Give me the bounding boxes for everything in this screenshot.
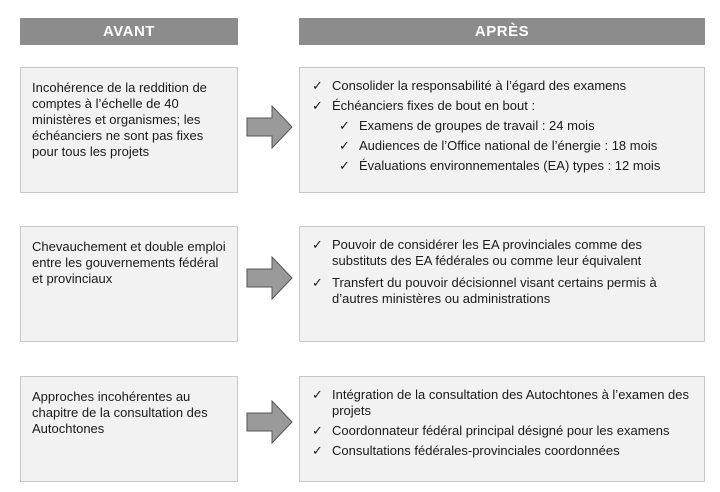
check-icon: ✓ [312, 275, 323, 290]
before-box-2 [20, 226, 238, 342]
list-item [312, 98, 696, 114]
right-arrow-icon [246, 399, 294, 445]
list-subitem [312, 138, 696, 154]
after-item-text: Consolider la responsabilité à l’égard des examens [332, 78, 627, 93]
after-item-text: Transfert du pouvoir décisionnel visant certains permis à d’autres ministères ou administrations [332, 275, 657, 306]
list-item [312, 387, 696, 419]
after-item-text: Pouvoir de considérer les EA provinciales comme des substituts des EA fédérales ou comme leur équivalent [332, 237, 642, 268]
list-item [312, 78, 696, 94]
after-subitem-text: Examens de groupes de travail : 24 mois [359, 118, 595, 133]
before-box-3 [20, 376, 238, 482]
after-item-text: Consultations fédérales-provinciales coordonnées [332, 443, 620, 458]
right-arrow-icon [246, 104, 294, 150]
list-item [312, 275, 696, 307]
after-item-text: Intégration de la consultation des Autochtones à l’examen des projets [332, 387, 690, 418]
check-icon: ✓ [312, 237, 323, 252]
list-subitem [312, 118, 696, 134]
after-subitem-text: Audiences de l’Office national de l’énergie : 18 mois [359, 138, 658, 153]
after-item-text: Coordonnateur fédéral principal désigné pour les examens [332, 423, 670, 438]
before-box-1 [20, 67, 238, 193]
check-icon: ✓ [312, 443, 323, 458]
after-box-1 [299, 67, 705, 193]
after-item-text: Échéanciers fixes de bout en bout : [332, 98, 536, 113]
header-avant: AVANT [20, 18, 238, 45]
list-subitem [312, 158, 696, 174]
after-box-2 [299, 226, 705, 342]
list-item [312, 237, 696, 269]
after-subitem-text: Évaluations environnementales (EA) types : 12 mois [359, 158, 661, 173]
list-item [312, 423, 696, 439]
before-text-3: Approches incohérentes au chapitre de la consultation des Autochtones [32, 389, 208, 436]
after-box-3 [299, 376, 705, 482]
check-icon: ✓ [339, 158, 350, 173]
list-item [312, 443, 696, 459]
check-icon: ✓ [312, 423, 323, 438]
right-arrow-icon [246, 255, 294, 301]
check-icon: ✓ [312, 387, 323, 402]
check-icon: ✓ [339, 138, 350, 153]
header-apres: APRÈS [299, 18, 705, 45]
check-icon: ✓ [312, 98, 323, 113]
before-text-2: Chevauchement et double emploi entre les gouvernements fédéral et provinciaux [32, 239, 226, 286]
check-icon: ✓ [312, 78, 323, 93]
check-icon: ✓ [339, 118, 350, 133]
before-text-1: Incohérence de la reddition de comptes à l’échelle de 40 ministères et organismes; les échéanciers ne sont pas fixes pour tous les projets [32, 80, 207, 159]
